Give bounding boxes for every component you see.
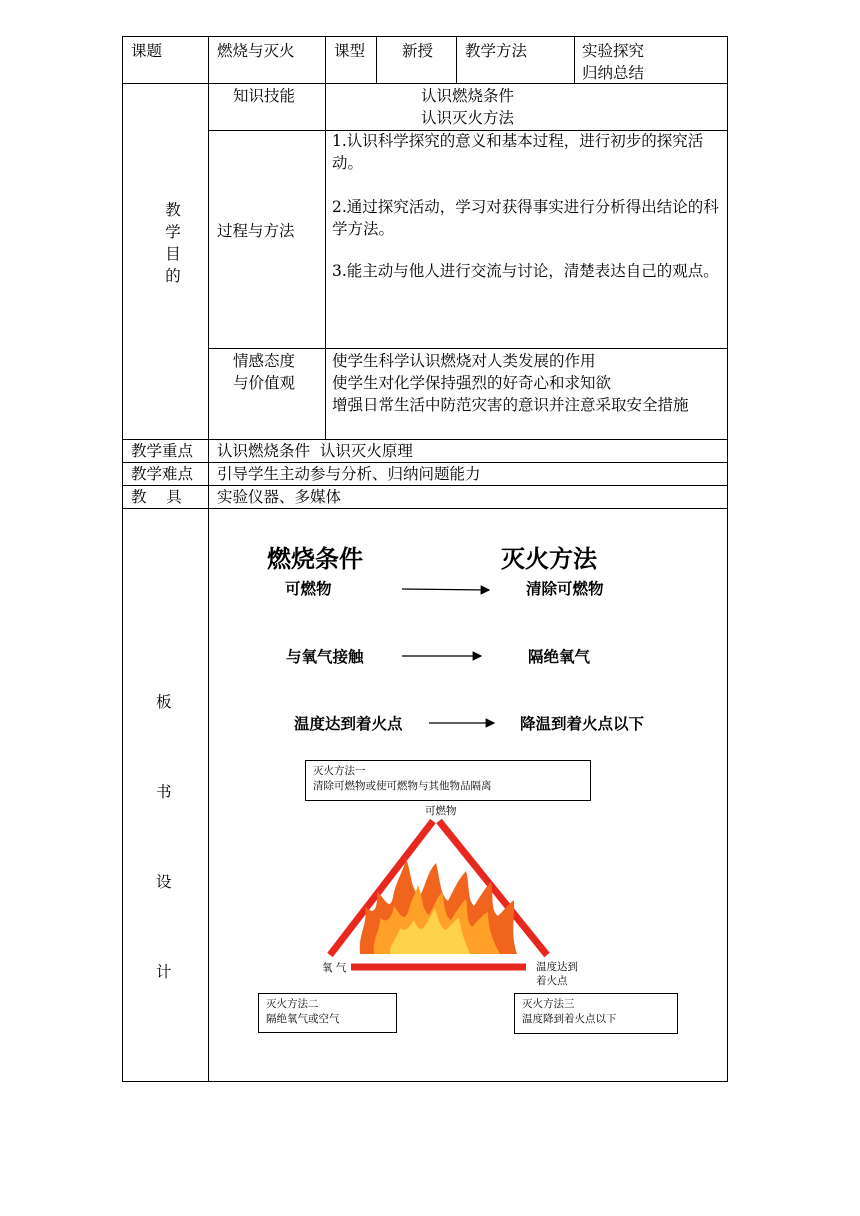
process-item: 3.能主动与他人进行交流与讨论，清楚表达自己的观点。: [332, 262, 719, 280]
objectives-section-label: [161, 199, 185, 287]
box-text: 清除可燃物或使可燃物与其他物品隔离: [313, 780, 492, 792]
condition-label: 温度达到着火点: [294, 715, 403, 733]
board-label-char: 书: [156, 783, 172, 801]
method-box-1: [305, 760, 591, 801]
knowledge-item: 认识灭火方法: [421, 109, 515, 127]
emotion-label: 情感态度: [233, 352, 296, 370]
triangle-left-label: 氧 气: [322, 962, 347, 974]
condition-label: 可燃物: [285, 580, 332, 598]
row-divider: [208, 348, 727, 349]
knowledge-label: 知识技能: [233, 87, 296, 105]
process-label: 过程与方法: [217, 222, 295, 240]
method-label: 清除可燃物: [526, 580, 604, 598]
condition-label: 与氧气接触: [286, 648, 364, 666]
emotion-item: 使学生科学认识燃烧对人类发展的作用: [332, 352, 596, 370]
triangle-right-label: 温度达到: [536, 961, 578, 973]
method-value: 实验探究: [582, 42, 645, 60]
board-label-char: 计: [156, 963, 172, 981]
box-title: 灭火方法二: [266, 998, 319, 1010]
method-value: 归纳总结: [582, 64, 645, 82]
process-item: 1.认识科学探究的意义和基本过程，进行初步的探究活动。: [332, 132, 704, 172]
row-divider: [123, 439, 727, 440]
label-char: 教: [165, 201, 181, 219]
row-divider: [123, 485, 727, 486]
board-label-char: 板: [156, 693, 172, 711]
knowledge-item: 认识燃烧条件: [421, 87, 515, 105]
method-box-2: [258, 993, 397, 1033]
conditions-heading: 燃烧条件: [267, 545, 363, 573]
topic-label: 课题: [131, 42, 163, 60]
method-label: 隔绝氧气: [528, 648, 591, 666]
flame-icon: [360, 858, 517, 954]
triangle-right-label: 着火点: [536, 975, 568, 987]
board-label-char: 设: [156, 873, 172, 891]
method-label: 降温到着火点以下: [520, 715, 645, 733]
label-char: 目: [165, 245, 181, 263]
column-divider: [456, 37, 457, 83]
process-item: 2.通过探究活动，学习对获得事实进行分析得出结论的科学方法。: [332, 198, 719, 238]
board-design: [208, 508, 727, 1081]
difficulty-value: 引导学生主动参与分析、归纳问题能力: [217, 465, 481, 483]
label-char: 的: [165, 267, 181, 285]
label-char: 学: [165, 223, 181, 241]
method-box-3: [514, 993, 678, 1034]
arrow-icon: [402, 589, 489, 590]
methods-heading: 灭火方法: [501, 545, 597, 573]
box-text: 温度降到着火点以下: [522, 1013, 617, 1025]
difficulty-label: 教学难点: [131, 465, 194, 483]
column-divider: [376, 37, 377, 83]
method-label: 教学方法: [465, 42, 528, 60]
column-divider: [325, 37, 326, 439]
triangle-top-label: 可燃物: [425, 805, 457, 817]
emotion-label: 与价值观: [233, 374, 296, 392]
box-title: 灭火方法三: [522, 998, 575, 1010]
column-divider: [574, 37, 575, 83]
key-point-value: 认识燃烧条件 认识灭火原理: [217, 442, 413, 460]
emotion-item: 使学生对化学保持强烈的好奇心和求知欲: [332, 374, 612, 392]
box-text: 隔绝氧气或空气: [266, 1013, 340, 1025]
key-point-label: 教学重点: [131, 442, 194, 460]
type-value: 新授: [402, 42, 434, 60]
topic-value: 燃烧与灭火: [217, 42, 295, 60]
type-label: 课型: [334, 42, 366, 60]
tools-value: 实验仪器、多媒体: [217, 488, 342, 506]
tools-label: 教 具: [131, 488, 182, 506]
emotion-item: 增强日常生活中防范灾害的意识并注意采取安全措施: [332, 396, 689, 414]
box-title: 灭火方法一: [313, 765, 366, 777]
